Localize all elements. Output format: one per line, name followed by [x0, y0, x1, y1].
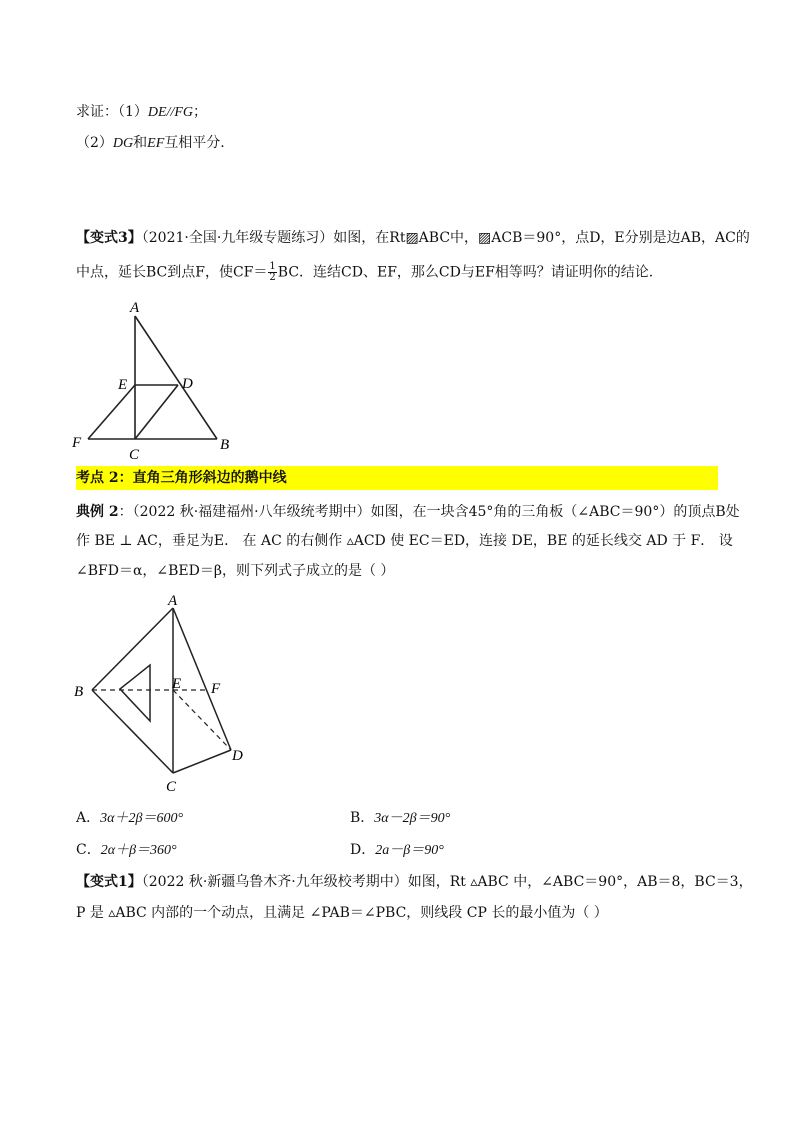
segment-ab: [135, 316, 217, 439]
segment-ad: [173, 608, 231, 750]
segment-fe: [88, 385, 135, 439]
figure-variant3-triangle: [60, 296, 240, 466]
example2-line2: 作 BE ⊥ AC，垂足为E． 在 AC 的右侧作 ▵ACD 使 EC＝ED，连接 DE，BE 的延长线交 AD 于 F． 设: [76, 533, 733, 549]
label-c: C: [129, 447, 140, 463]
variant3-line1: 【变式3】（2021·全国·九年级专题练习）如图，在Rt▨ABC中，▨ACB＝90°，点D，E分别是边AB，AC的: [76, 230, 750, 246]
variant3-line2: 中点，延长BC到点F，使CF＝ $\frac{1}{2}$ BC．连结CD、EF，那么CD与EF相等吗？请证明你的结论.: [76, 261, 654, 283]
label-e: E: [118, 377, 128, 393]
label-b: B: [220, 437, 230, 453]
label-c: C: [166, 779, 177, 795]
option-c[interactable]: C．2α＋β＝360°: [76, 842, 177, 858]
segment-cd: [173, 750, 231, 773]
variant1-tag: 【变式1】: [76, 874, 142, 890]
label-b: B: [74, 684, 84, 700]
figure-example2-quadrilateral: [66, 588, 266, 798]
label-f: F: [211, 681, 221, 697]
option-b[interactable]: B．3α－2β＝90°: [350, 810, 451, 826]
option-a[interactable]: A．3α＋2β＝600°: [76, 810, 184, 826]
label-e: E: [172, 676, 182, 692]
label-d: D: [232, 748, 243, 764]
section-title: 考点 2：直角三角形斜边的鹅中线: [76, 470, 287, 486]
section-title-bar: [76, 466, 718, 490]
label-f: F: [72, 435, 82, 451]
label-a: A: [168, 593, 178, 609]
fraction-half: $\frac{1}{2}$: [269, 261, 276, 283]
variant3-tag: 【变式3】: [76, 230, 142, 246]
option-d[interactable]: D．2a－β＝90°: [350, 842, 444, 858]
label-a: A: [130, 300, 140, 316]
example2-line1: 典例 2：（2022 秋·福建福州·八年级统考期中）如图，在一块含45°角的三角板（∠ABC＝90°）的顶点B处: [76, 504, 740, 520]
segment-cd: [135, 385, 178, 439]
proof-part1: 求证：（1）DE//FG；: [76, 104, 208, 120]
inner-triangle: [120, 665, 150, 721]
variant1-line2: P 是 ▵ABC 内部的一个动点，且满足 ∠PAB＝∠PBC，则线段 CP 长的最小值为（ ）: [76, 905, 608, 921]
proof-part2: （2）DG和EF互相平分.: [76, 135, 225, 151]
segment-ed-dashed: [173, 690, 231, 750]
example2-line3: ∠BFD＝α，∠BED＝β，则下列式子成立的是（ ）: [76, 563, 395, 579]
example2-tag: 典例 2: [76, 504, 119, 520]
label-d: D: [182, 376, 193, 392]
segment-ab: [92, 608, 173, 690]
variant1-line1: 【变式1】（2022 秋·新疆乌鲁木齐·九年级校考期中）如图，Rt ▵ABC 中，∠ABC＝90°，AB＝8，BC＝3，: [76, 874, 753, 890]
